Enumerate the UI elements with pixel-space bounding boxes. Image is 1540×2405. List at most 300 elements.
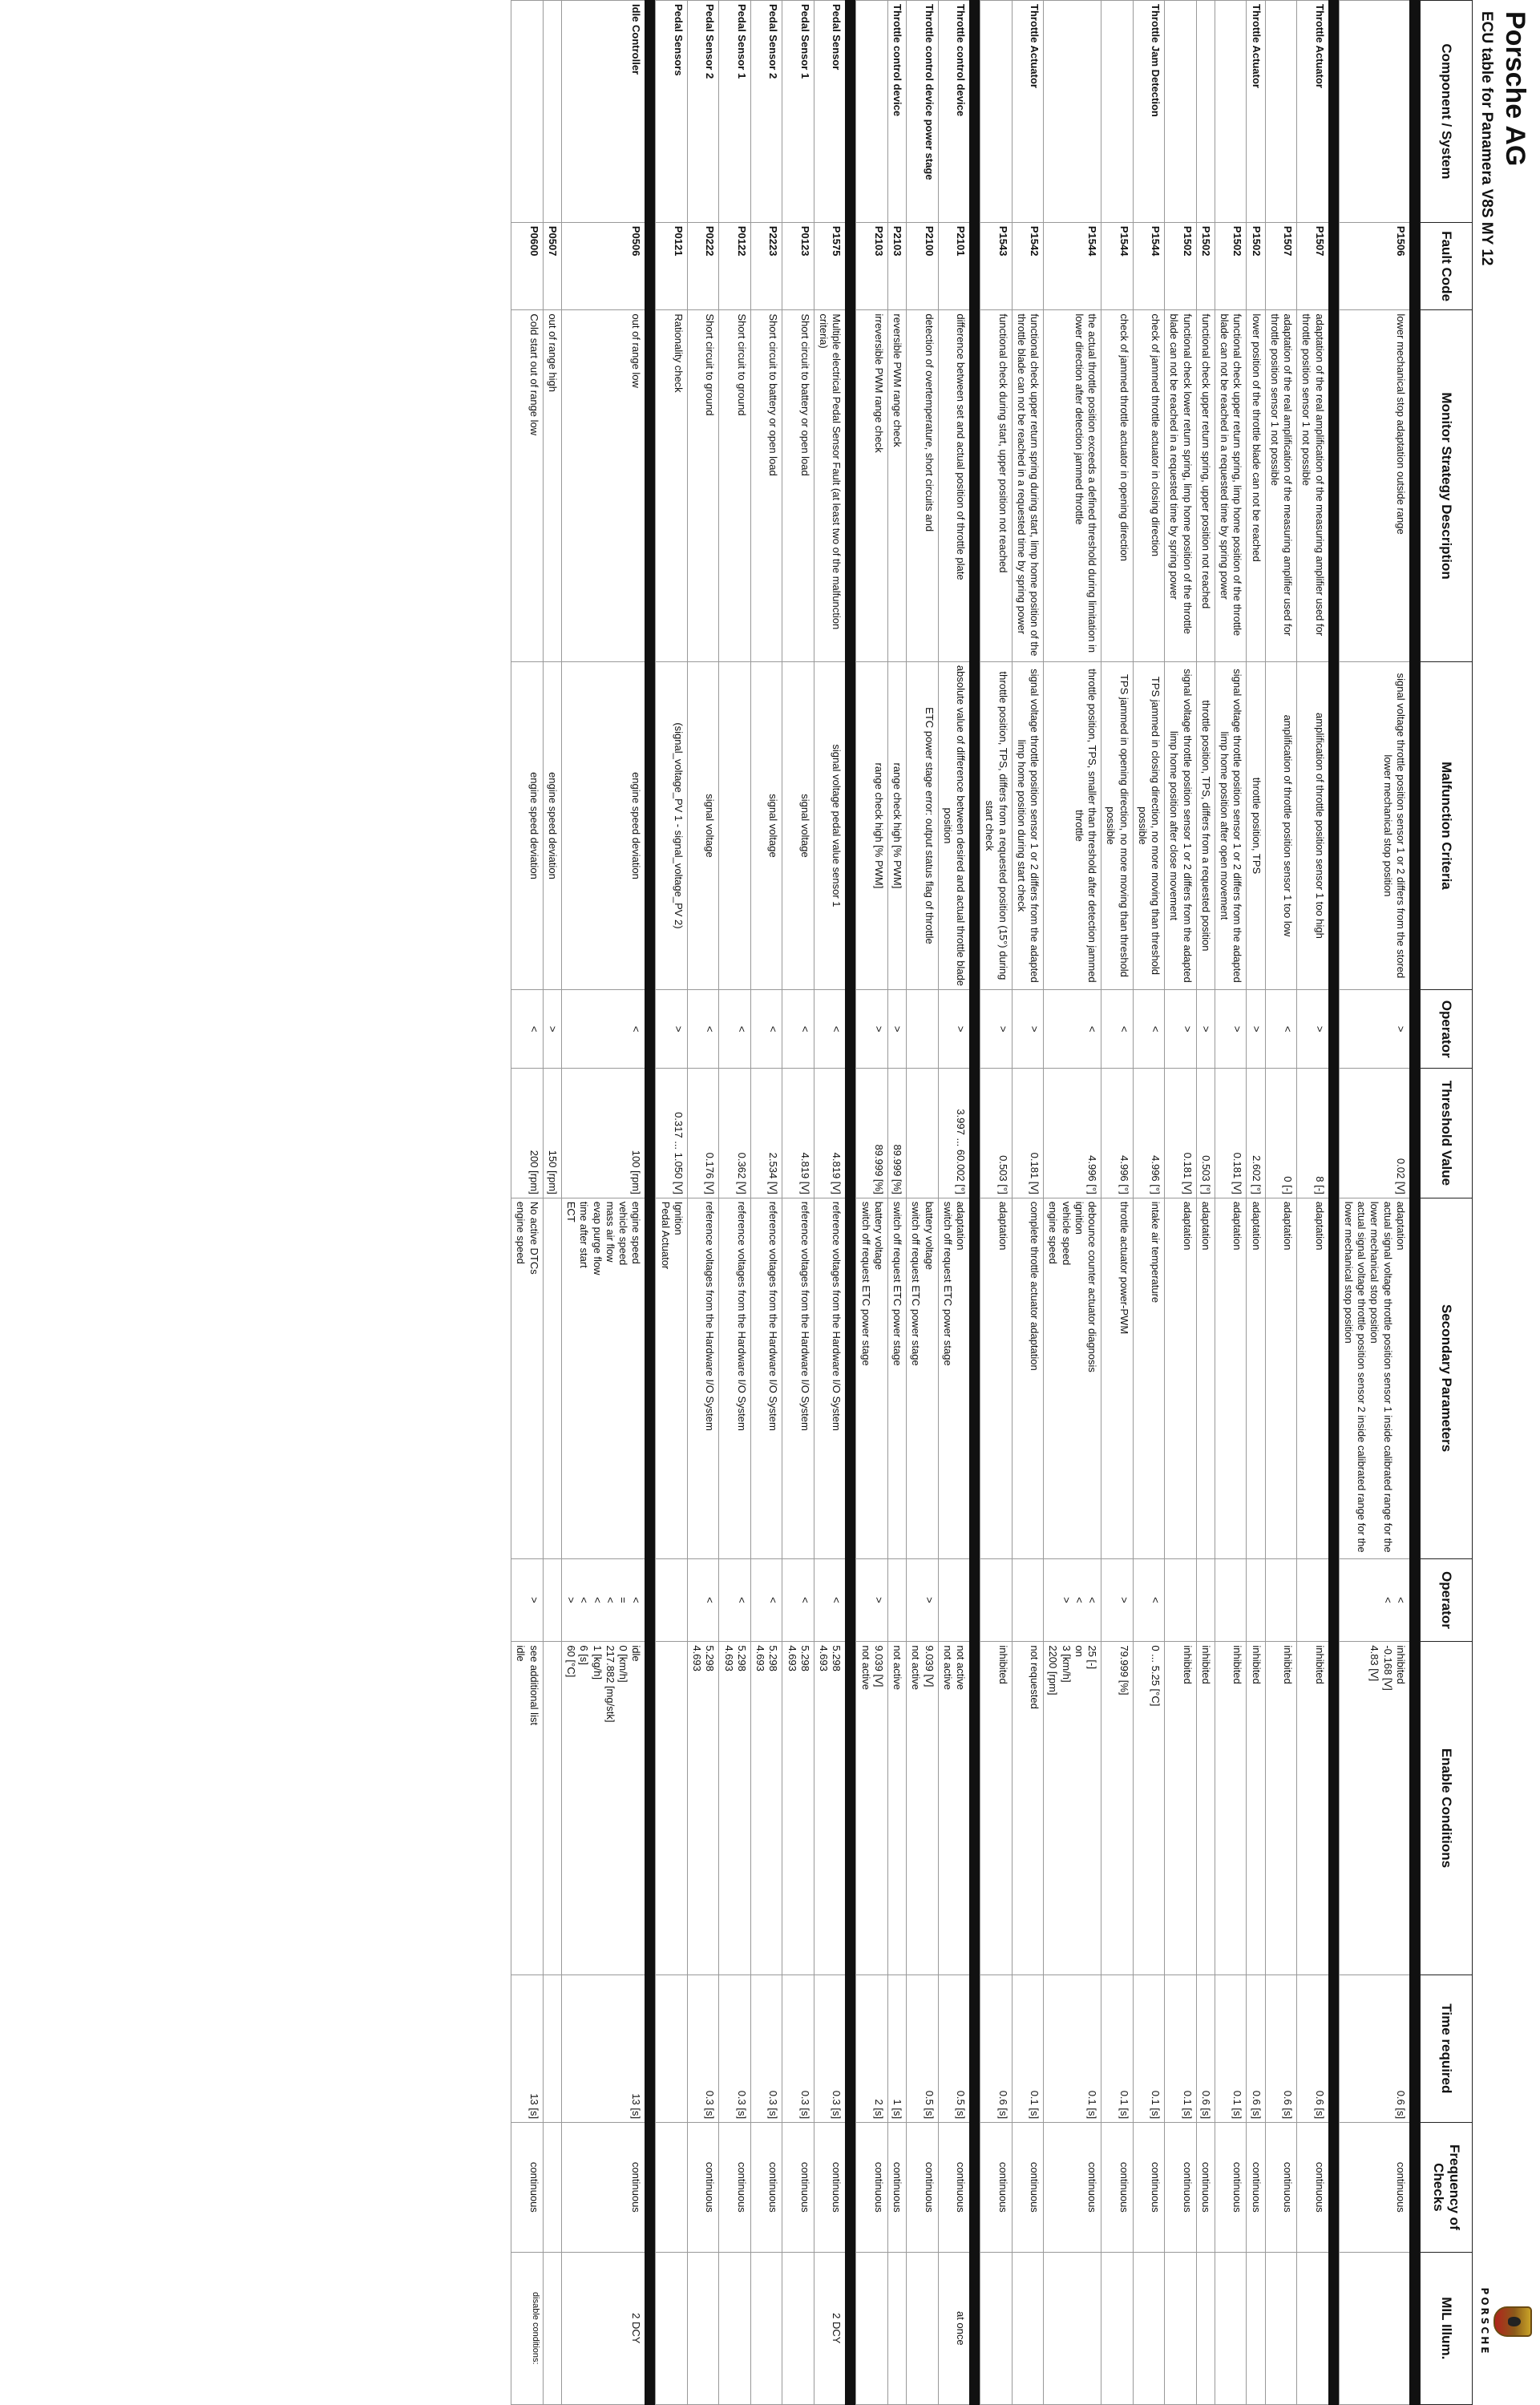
fault-code-cell xyxy=(511,222,544,310)
operator-cell xyxy=(656,990,688,1069)
enable-condition: 5.298 xyxy=(799,1645,811,1671)
fault-code-text: P1544 xyxy=(1118,225,1130,257)
fault-code-text: P1544 xyxy=(1150,225,1162,257)
operator-2-cell xyxy=(980,1558,1013,1642)
component-cell xyxy=(814,1,847,223)
frequency-cell xyxy=(907,2123,939,2252)
monitor-cell xyxy=(543,310,561,661)
frequency-cell xyxy=(688,2123,720,2252)
frequency-cell xyxy=(751,2123,783,2252)
monitor-cell xyxy=(1215,310,1247,661)
operator-2-cell xyxy=(907,1558,939,1642)
monitor-text: Short circuit to battery or open load xyxy=(799,313,811,476)
enable-condition: not active xyxy=(910,1645,923,1690)
monitor-cell xyxy=(888,310,907,661)
component-cell xyxy=(511,1,544,223)
operator-cell xyxy=(719,990,751,1069)
threshold-text: 89.999 [%] xyxy=(891,1144,904,1194)
operator-cell xyxy=(1339,990,1409,1069)
secondary-params-cell xyxy=(856,1198,888,1558)
operator-text: < xyxy=(527,1025,540,1033)
criteria-cell xyxy=(1012,661,1044,989)
component-cell xyxy=(1265,1,1297,223)
mil-cell xyxy=(980,2252,1013,2404)
monitor-text: reversible PWM range check xyxy=(891,313,904,447)
time-required-text: 0.1 [s] xyxy=(1029,2090,1041,2120)
operator-cell xyxy=(511,990,544,1069)
secondary-params-cell xyxy=(1247,1198,1265,1558)
component-cell xyxy=(1196,1,1215,223)
fault-code-cell xyxy=(1215,222,1247,310)
secondary-param: actual signal voltage throttle position sensor 1 inside calibrated range for the lower mechanical stop position xyxy=(1368,1201,1394,1553)
operator-text: > xyxy=(996,1025,1009,1033)
enable-condition: 4.83 [V] xyxy=(1368,1645,1381,1682)
enable-condition: 6 [s] xyxy=(578,1645,591,1665)
secondary-params-cell xyxy=(543,1198,561,1558)
threshold-cell xyxy=(511,1069,544,1198)
criteria-cell xyxy=(888,661,907,989)
secondary-param: mass air flow xyxy=(604,1201,616,1263)
mil-cell xyxy=(511,2252,544,2404)
criteria-cell xyxy=(980,661,1013,989)
frequency-text: continuous xyxy=(1086,2161,1099,2213)
enable-condition: inhibited xyxy=(1313,1645,1326,1684)
table-row xyxy=(888,1,907,2405)
frequency-text: continuous xyxy=(996,2161,1009,2213)
frequency-cell xyxy=(1265,2123,1297,2252)
component-cell xyxy=(1297,1,1329,223)
secondary-param: reference voltages from the Hardware I/O System xyxy=(799,1201,811,1431)
monitor-cell xyxy=(688,310,720,661)
operator-2-cell xyxy=(543,1558,561,1642)
operator-cell xyxy=(1196,990,1215,1069)
secondary-param: adaptation xyxy=(1231,1201,1244,1251)
operator-2-cell xyxy=(1101,1558,1134,1642)
frequency-text: continuous xyxy=(704,2161,717,2213)
secondary-param: reference voltages from the Hardware I/O System xyxy=(767,1201,780,1431)
enable-conditions-cell xyxy=(1247,1642,1265,1975)
enable-conditions-cell xyxy=(1044,1642,1101,1975)
secondary-params-cell xyxy=(1101,1198,1134,1558)
enable-conditions-cell xyxy=(1165,1642,1197,1975)
monitor-text: Short circuit to battery or open load xyxy=(767,313,780,476)
enable-conditions-cell xyxy=(656,1642,688,1975)
fault-code-text: P1544 xyxy=(1086,225,1099,257)
time-required-text: 0.3 [s] xyxy=(799,2090,811,2120)
enable-condition: not active xyxy=(859,1645,872,1690)
secondary-param: adaptation xyxy=(1181,1201,1194,1251)
criteria-text: signal voltage xyxy=(799,794,811,858)
frequency-text: continuous xyxy=(831,2161,843,2213)
col-header-mil: MIL Illum. xyxy=(1421,2252,1473,2404)
component-cell xyxy=(719,1,751,223)
operator-text: < xyxy=(1086,1025,1099,1033)
component-cell xyxy=(1247,1,1265,223)
component-cell xyxy=(938,1,970,223)
enable-condition: 25 [-] xyxy=(1086,1645,1099,1669)
enable-condition: 4.693 xyxy=(754,1645,767,1671)
operator-cell xyxy=(1297,990,1329,1069)
operator-cell xyxy=(1101,990,1134,1069)
col-header-frequency: Frequency of Checks xyxy=(1421,2123,1473,2252)
component-text: Throttle Actuator xyxy=(1029,4,1041,88)
operator-text: > xyxy=(1250,1025,1263,1033)
mil-cell xyxy=(1265,2252,1297,2404)
monitor-text: functional check upper return spring during start, limp home position of the throttle blade can not be reached in a requested time by spring power xyxy=(1016,313,1041,657)
time-required-cell xyxy=(1012,1975,1044,2123)
secondary-param: Pedal Actuator xyxy=(659,1201,672,1270)
operator-2-value: < xyxy=(1073,1597,1085,1603)
fault-code-text: P0121 xyxy=(673,225,685,257)
time-required-text: 0.1 [s] xyxy=(1150,2090,1162,2120)
secondary-params-cell xyxy=(1215,1198,1247,1558)
frequency-cell xyxy=(719,2123,751,2252)
fault-code-cell xyxy=(980,222,1013,310)
porsche-logo xyxy=(1469,2274,1532,2370)
operator-2-value: < xyxy=(604,1597,616,1603)
enable-conditions-cell xyxy=(562,1642,646,1975)
time-required-text: 0.3 [s] xyxy=(736,2090,748,2120)
secondary-params-cell xyxy=(1339,1198,1409,1558)
frequency-text: continuous xyxy=(767,2161,780,2213)
enable-condition: inhibited xyxy=(1395,1645,1407,1684)
secondary-param: No active DTCs xyxy=(527,1201,540,1275)
table-row xyxy=(1165,1,1197,2405)
operator-text: > xyxy=(1231,1025,1244,1033)
mil-cell xyxy=(751,2252,783,2404)
operator-2-value: < xyxy=(1395,1597,1407,1603)
threshold-text: 0.503 [°] xyxy=(996,1155,1009,1194)
criteria-cell xyxy=(656,661,688,989)
component-cell xyxy=(1101,1,1134,223)
frequency-text: continuous xyxy=(1118,2161,1130,2213)
monitor-cell xyxy=(1165,310,1197,661)
threshold-text: 89.999 [%] xyxy=(873,1144,885,1194)
monitor-cell xyxy=(980,310,1013,661)
time-required-cell xyxy=(1215,1975,1247,2123)
secondary-param: engine speed xyxy=(1047,1201,1060,1264)
threshold-cell xyxy=(543,1069,561,1198)
threshold-text: 0.181 [V] xyxy=(1029,1152,1041,1194)
operator-cell xyxy=(1265,990,1297,1069)
mil-cell xyxy=(1165,2252,1197,2404)
separator-bar xyxy=(645,1,656,2405)
component-cell xyxy=(980,1,1013,223)
enable-condition: 5.298 xyxy=(704,1645,717,1671)
criteria-text: range check high [% PWM] xyxy=(873,762,885,889)
secondary-params-cell xyxy=(1265,1198,1297,1558)
operator-2-cell xyxy=(1339,1558,1409,1642)
time-required-text: 0.1 [s] xyxy=(1086,2090,1099,2120)
table-row xyxy=(980,1,1013,2405)
operator-2-cell xyxy=(656,1558,688,1642)
table-body xyxy=(511,1,1421,2405)
operator-2-value: < xyxy=(799,1597,811,1603)
table-row xyxy=(656,1,688,2405)
monitor-text: out of range high xyxy=(547,313,559,392)
operator-2-cell xyxy=(1044,1558,1101,1642)
fault-code-text: P0222 xyxy=(704,225,717,257)
fault-code-text: P0123 xyxy=(799,225,811,257)
threshold-text: 0.503 [°] xyxy=(1200,1155,1212,1194)
time-required-text: 0.3 [s] xyxy=(831,2090,843,2120)
operator-text: < xyxy=(767,1025,780,1033)
operator-2-value: < xyxy=(1086,1597,1099,1603)
threshold-cell xyxy=(562,1069,646,1198)
operator-2-cell xyxy=(856,1558,888,1642)
table-row xyxy=(1339,1,1409,2405)
component-text: Pedal Sensor xyxy=(831,4,843,71)
threshold-text: 2.534 [V] xyxy=(767,1152,780,1194)
enable-condition: 1 [kg/h] xyxy=(591,1645,604,1679)
component-text: Pedal Sensors xyxy=(673,4,685,76)
operator-2-value: < xyxy=(1150,1597,1162,1603)
table-row xyxy=(907,1,939,2405)
threshold-cell xyxy=(1215,1069,1247,1198)
secondary-param: actual signal voltage throttle position sensor 2 inside calibrated range for the lower mechanical stop position xyxy=(1343,1201,1368,1553)
mil-cell xyxy=(1297,2252,1329,2404)
operator-2-cell xyxy=(562,1558,646,1642)
criteria-cell xyxy=(511,661,544,989)
criteria-text: signal voltage throttle position sensor 1 or 2 differs from the adapted limp home position after open movement xyxy=(1219,669,1244,983)
criteria-text: signal voltage throttle position sensor 1 or 2 differs from the adapted limp home position after close movement xyxy=(1168,669,1194,983)
fault-code-text: P0122 xyxy=(736,225,748,257)
enable-conditions-cell xyxy=(782,1642,814,1975)
enable-condition: idle xyxy=(630,1645,643,1662)
frequency-cell xyxy=(1133,2123,1165,2252)
monitor-cell xyxy=(562,310,646,661)
enable-conditions-cell xyxy=(1101,1642,1134,1975)
component-cell xyxy=(907,1,939,223)
threshold-text: 8 [-] xyxy=(1313,1176,1326,1194)
time-required-cell xyxy=(814,1975,847,2123)
operator-2-value: > xyxy=(1118,1597,1130,1603)
component-text: Pedal Sensor 2 xyxy=(704,4,717,79)
criteria-text: signal voltage xyxy=(704,794,717,858)
monitor-cell xyxy=(907,310,939,661)
time-required-cell xyxy=(907,1975,939,2123)
secondary-param: engine speed xyxy=(630,1201,643,1264)
component-cell xyxy=(1165,1,1197,223)
enable-conditions-cell xyxy=(1133,1642,1165,1975)
frequency-cell xyxy=(782,2123,814,2252)
frequency-cell xyxy=(543,2123,561,2252)
time-required-text: 0.5 [s] xyxy=(923,2090,936,2120)
fault-code-text: P1507 xyxy=(1313,225,1326,257)
criteria-text: throttle position, TPS, differs from a requested position (15°) during start check xyxy=(984,671,1009,980)
time-required-cell xyxy=(1339,1975,1409,2123)
fault-code-cell xyxy=(1101,222,1134,310)
mil-cell xyxy=(543,2252,561,2404)
fault-code-text: P2103 xyxy=(873,225,885,257)
operator-text: > xyxy=(1181,1025,1194,1033)
enable-condition: 79.999 [%] xyxy=(1118,1645,1130,1696)
operator-cell xyxy=(1044,990,1101,1069)
mil-cell xyxy=(1101,2252,1134,2404)
enable-conditions-cell xyxy=(1012,1642,1044,1975)
operator-2-cell xyxy=(814,1558,847,1642)
secondary-param: switch off request ETC power stage xyxy=(910,1201,923,1366)
operator-2-value: < xyxy=(630,1597,643,1603)
operator-cell xyxy=(814,990,847,1069)
note-text: disable conditions: xyxy=(530,2292,540,2365)
enable-conditions-cell xyxy=(511,1642,544,1975)
time-required-cell xyxy=(511,1975,544,2123)
operator-2-cell xyxy=(1297,1558,1329,1642)
operator-2-cell xyxy=(1265,1558,1297,1642)
operator-2-value: > xyxy=(923,1597,936,1603)
mil-text: 2 DCY xyxy=(630,2313,643,2344)
porsche-wordmark: PORSCHE xyxy=(1479,2287,1490,2356)
criteria-text: engine speed deviation xyxy=(527,772,540,879)
section-separator xyxy=(1328,1,1339,2405)
monitor-cell xyxy=(751,310,783,661)
monitor-cell xyxy=(1297,310,1329,661)
table-row xyxy=(1012,1,1044,2405)
criteria-cell xyxy=(562,661,646,989)
secondary-params-cell xyxy=(1165,1198,1197,1558)
fault-code-cell xyxy=(1133,222,1165,310)
enable-conditions-cell xyxy=(688,1642,720,1975)
fault-code-cell xyxy=(543,222,561,310)
component-text: Pedal Sensor 1 xyxy=(736,4,748,79)
operator-2-cell xyxy=(1012,1558,1044,1642)
monitor-text: Rationality check xyxy=(673,313,685,393)
secondary-param: intake air temperature xyxy=(1150,1201,1162,1304)
operator-2-cell xyxy=(888,1558,907,1642)
criteria-text: signal voltage xyxy=(767,794,780,858)
criteria-cell xyxy=(1165,661,1197,989)
mil-cell xyxy=(656,2252,688,2404)
component-cell xyxy=(656,1,688,223)
enable-conditions-cell xyxy=(980,1642,1013,1975)
criteria-text: (signal_voltage_PV 1 - signal_voltage_PV 2) xyxy=(673,722,685,929)
criteria-text: throttle position, TPS xyxy=(1250,777,1263,875)
col-header-component: Component / System xyxy=(1421,1,1473,223)
threshold-text: 150 [rpm] xyxy=(547,1150,559,1194)
mil-cell xyxy=(1196,2252,1215,2404)
threshold-cell xyxy=(1297,1069,1329,1198)
table-row xyxy=(814,1,847,2405)
operator-text: > xyxy=(955,1025,968,1033)
component-text: Throttle control device xyxy=(891,4,904,117)
criteria-cell xyxy=(543,661,561,989)
mil-cell xyxy=(1339,2252,1409,2404)
threshold-cell xyxy=(888,1069,907,1198)
monitor-cell xyxy=(1339,310,1409,661)
fault-code-cell xyxy=(688,222,720,310)
mil-cell xyxy=(888,2252,907,2404)
criteria-text: signal voltage throttle position sensor 1 or 2 differs from the adapted limp home position during start check xyxy=(1016,669,1041,983)
time-required-cell xyxy=(719,1975,751,2123)
operator-text: > xyxy=(1313,1025,1326,1033)
threshold-cell xyxy=(1339,1069,1409,1198)
fault-code-text: P2103 xyxy=(891,225,904,257)
table-row xyxy=(1297,1,1329,2405)
mil-text: at once xyxy=(955,2310,968,2346)
operator-2-value: < xyxy=(767,1597,780,1603)
frequency-text: continuous xyxy=(1313,2161,1326,2213)
monitor-cell xyxy=(814,310,847,661)
monitor-text: check of jammed throttle actuator in opening direction xyxy=(1118,313,1130,561)
enable-condition: on xyxy=(1073,1645,1085,1657)
component-cell xyxy=(856,1,888,223)
fault-code-cell xyxy=(782,222,814,310)
col-header-monitor: Monitor Strategy Description xyxy=(1421,310,1473,661)
enable-condition: 3 [km/h] xyxy=(1060,1645,1073,1683)
frequency-cell xyxy=(1101,2123,1134,2252)
table-row xyxy=(751,1,783,2405)
enable-conditions-cell xyxy=(938,1642,970,1975)
threshold-cell xyxy=(688,1069,720,1198)
operator-2-value: < xyxy=(831,1597,843,1603)
monitor-cell xyxy=(1196,310,1215,661)
enable-condition: 0 ... 5.25 [°C] xyxy=(1150,1645,1162,1707)
frequency-cell xyxy=(980,2123,1013,2252)
enable-condition: not active xyxy=(955,1645,968,1690)
secondary-params-cell xyxy=(938,1198,970,1558)
enable-condition: 0 [km/h] xyxy=(617,1645,630,1683)
enable-condition: inhibited xyxy=(1231,1645,1244,1684)
operator-cell xyxy=(1012,990,1044,1069)
criteria-cell xyxy=(1297,661,1329,989)
secondary-param: battery voltage xyxy=(923,1201,936,1270)
threshold-cell xyxy=(656,1069,688,1198)
operator-2-cell xyxy=(719,1558,751,1642)
secondary-param: battery voltage xyxy=(873,1201,885,1270)
criteria-text: engine speed deviation xyxy=(547,772,559,879)
threshold-cell xyxy=(1012,1069,1044,1198)
frequency-cell xyxy=(1297,2123,1329,2252)
frequency-cell xyxy=(656,2123,688,2252)
threshold-cell xyxy=(1165,1069,1197,1198)
separator-bar xyxy=(970,1,980,2405)
monitor-text: Short circuit to ground xyxy=(736,313,748,416)
criteria-cell xyxy=(814,661,847,989)
time-required-cell xyxy=(751,1975,783,2123)
mil-cell xyxy=(1133,2252,1165,2404)
monitor-text: functional check during start, upper position not reached xyxy=(996,313,1009,573)
operator-2-cell xyxy=(782,1558,814,1642)
component-text: Throttle Jam Detection xyxy=(1150,4,1162,117)
secondary-params-cell xyxy=(562,1198,646,1558)
fault-code-cell xyxy=(888,222,907,310)
secondary-param: time after start xyxy=(578,1201,591,1268)
component-text: Throttle Actuator xyxy=(1250,4,1263,88)
threshold-cell xyxy=(907,1069,939,1198)
operator-2-cell xyxy=(751,1558,783,1642)
table-row xyxy=(1044,1,1101,2405)
enable-conditions-cell xyxy=(1265,1642,1297,1975)
operator-cell xyxy=(688,990,720,1069)
threshold-cell xyxy=(1101,1069,1134,1198)
time-required-text: 0.6 [s] xyxy=(1313,2090,1326,2120)
secondary-params-cell xyxy=(1297,1198,1329,1558)
mil-cell xyxy=(907,2252,939,2404)
monitor-text: Cold start out of range low xyxy=(527,313,540,436)
threshold-text: 2.602 [°] xyxy=(1250,1155,1263,1194)
monitor-text: difference between set and actual position of throttle plate xyxy=(955,313,968,580)
frequency-cell xyxy=(1339,2123,1409,2252)
table-row xyxy=(562,1,646,2405)
monitor-cell xyxy=(719,310,751,661)
table-row xyxy=(856,1,888,2405)
enable-condition: 5.298 xyxy=(736,1645,748,1671)
fault-code-cell xyxy=(751,222,783,310)
enable-condition: 4.693 xyxy=(691,1645,704,1671)
time-required-cell xyxy=(1247,1975,1265,2123)
secondary-param: ignition xyxy=(1073,1201,1085,1235)
